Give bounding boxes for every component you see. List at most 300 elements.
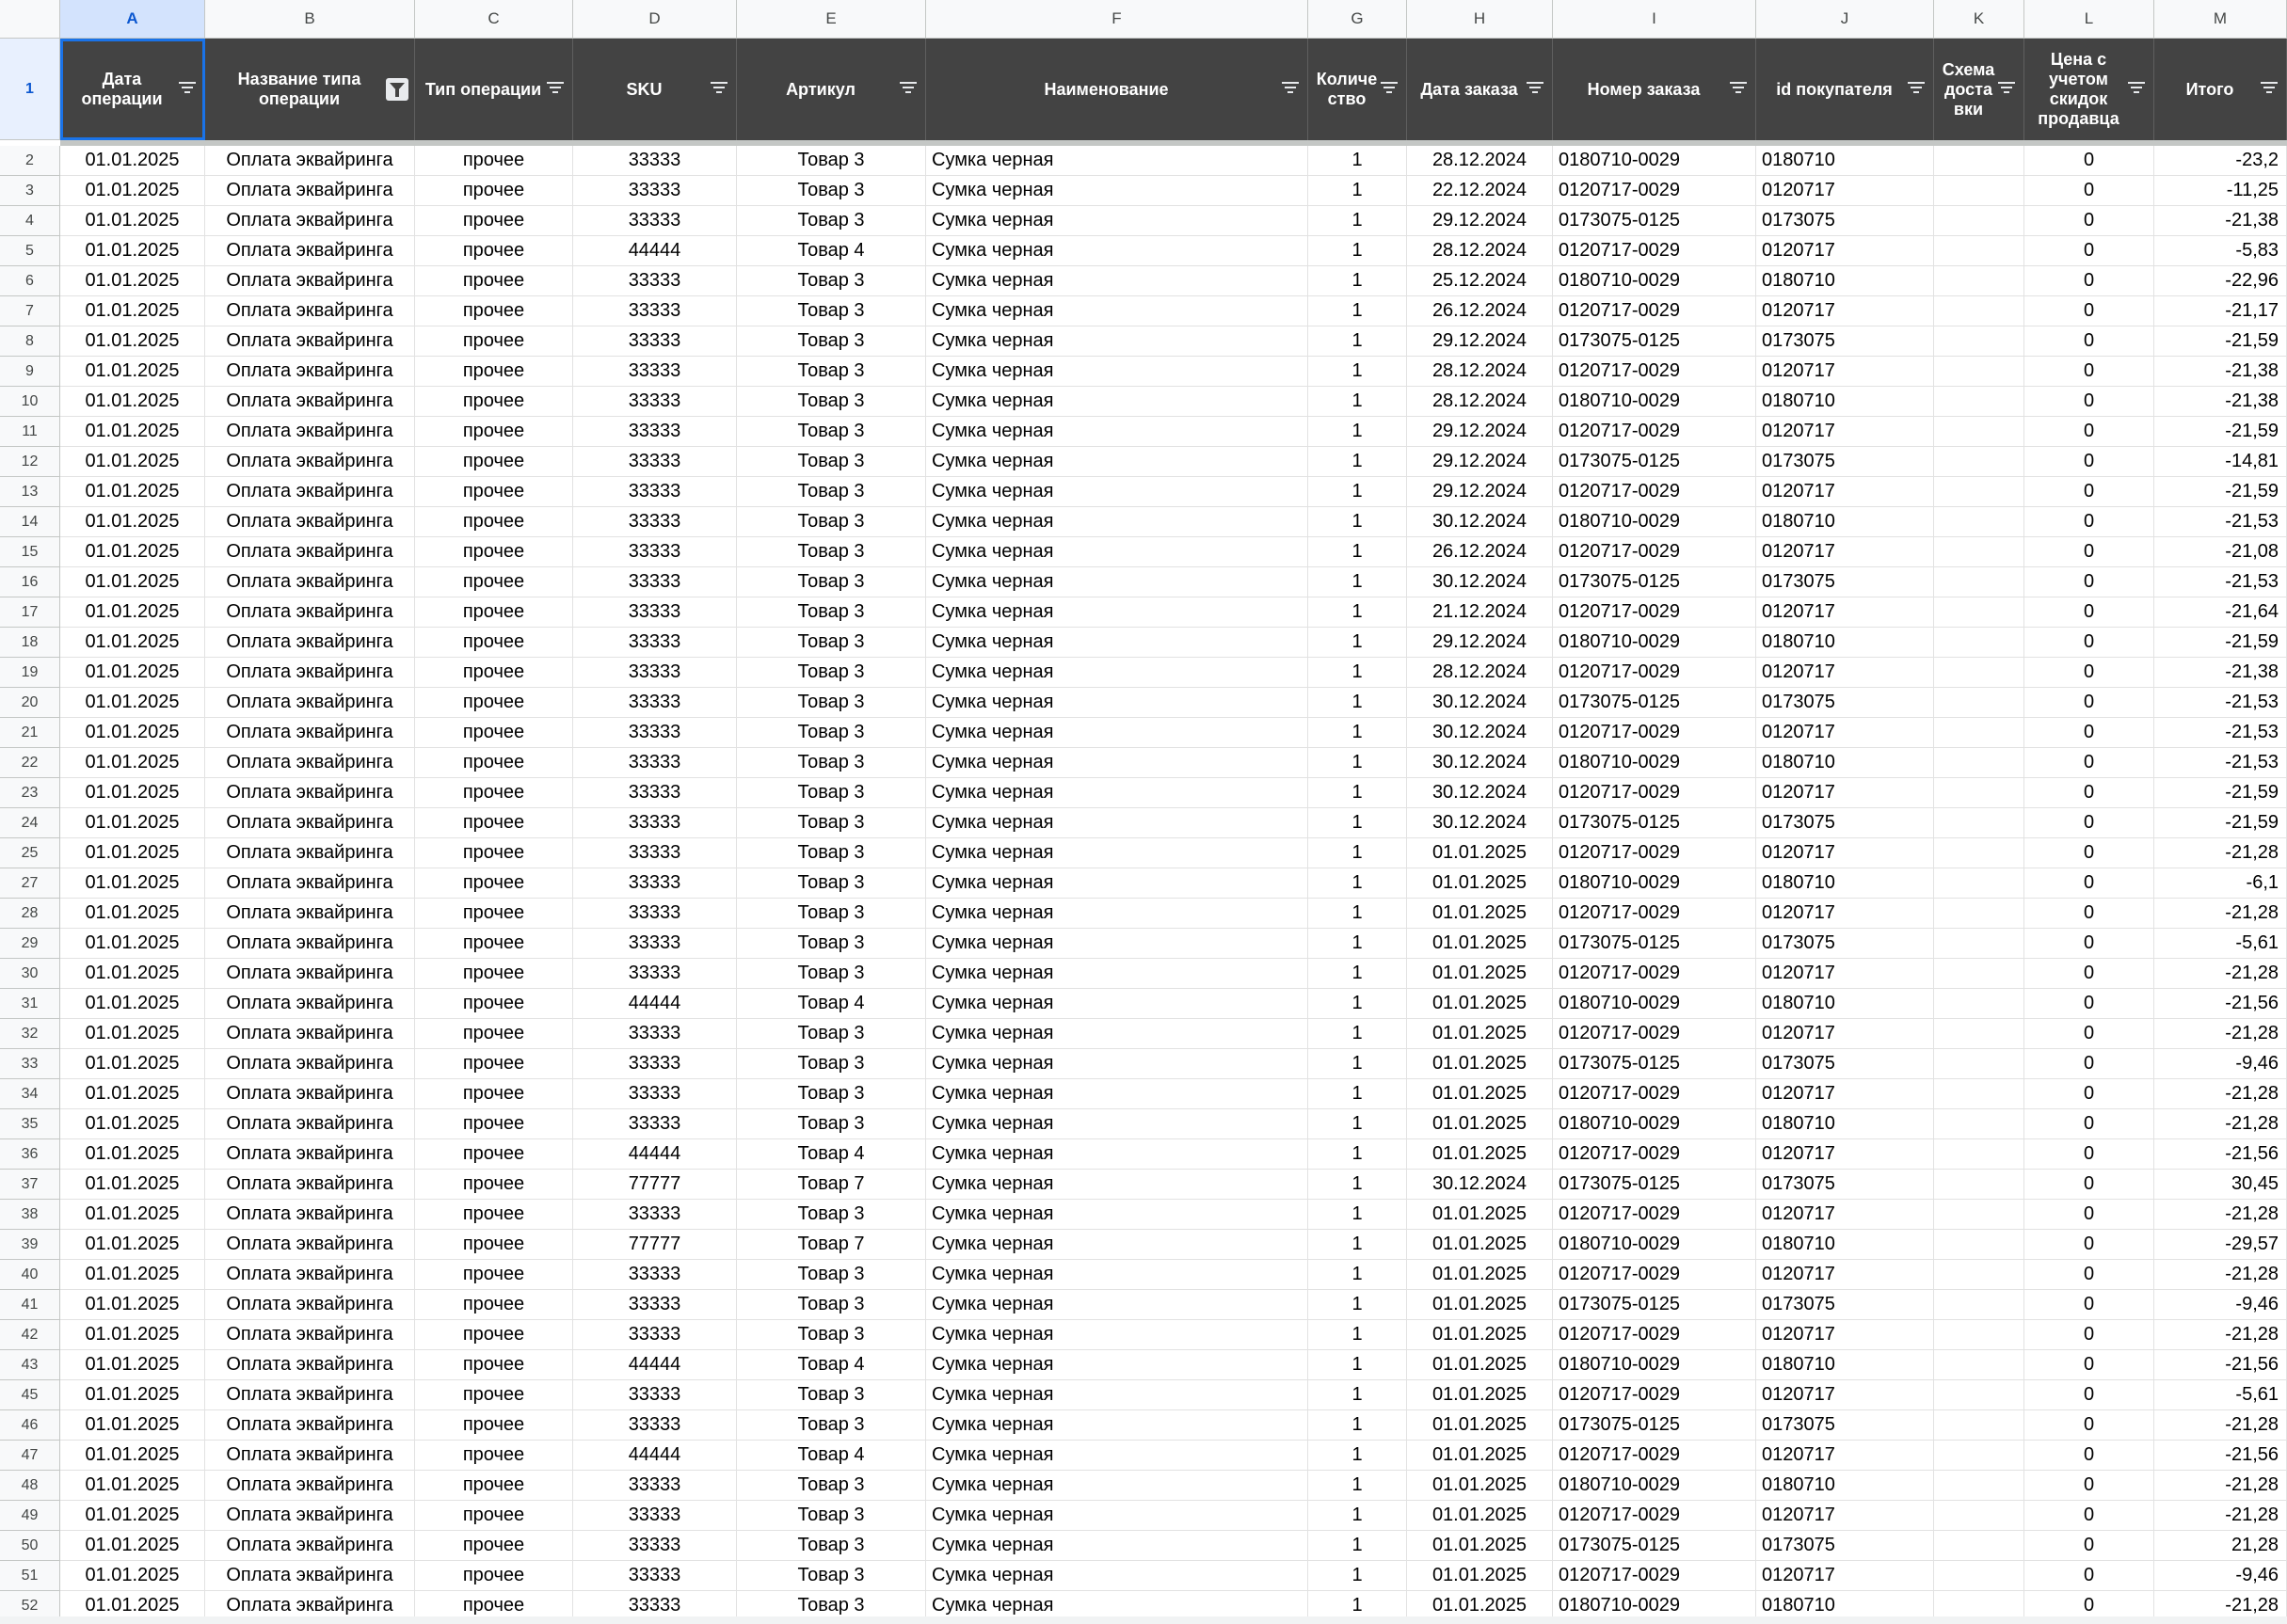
table-cell[interactable]: 0 [2024,176,2154,206]
table-cell[interactable]: Оплата эквайринга [205,357,415,387]
table-cell[interactable]: Оплата эквайринга [205,1139,415,1170]
column-header-b[interactable]: B [205,0,415,39]
table-cell[interactable]: 33333 [573,176,737,206]
table-cell[interactable] [1934,1260,2024,1290]
table-cell[interactable] [1934,507,2024,537]
table-cell[interactable]: -21,59 [2154,477,2287,507]
table-cell[interactable]: 30.12.2024 [1407,748,1553,778]
table-cell[interactable]: Сумка черная [926,477,1308,507]
table-cell[interactable]: -21,28 [2154,1109,2287,1139]
table-cell[interactable]: 0120717-0029 [1553,296,1756,326]
table-cell[interactable]: Товар 3 [737,146,926,176]
table-cell[interactable]: 01.01.2025 [60,1531,205,1561]
table-cell[interactable]: прочее [415,447,573,477]
table-cell[interactable]: Оплата эквайринга [205,1471,415,1501]
table-cell[interactable]: 30.12.2024 [1407,778,1553,808]
table-cell[interactable]: 0120717 [1756,658,1934,688]
table-cell[interactable]: 01.01.2025 [1407,1591,1553,1621]
table-cell[interactable]: Товар 3 [737,1561,926,1591]
table-cell[interactable]: 0 [2024,748,2154,778]
table-cell[interactable]: 26.12.2024 [1407,296,1553,326]
table-cell[interactable]: 0180710 [1756,1471,1934,1501]
table-cell[interactable]: 30.12.2024 [1407,718,1553,748]
table-cell[interactable]: -5,61 [2154,1380,2287,1410]
column-header-m[interactable]: M [2154,0,2287,39]
table-cell[interactable]: прочее [415,1531,573,1561]
table-cell[interactable]: Товар 3 [737,748,926,778]
table-cell[interactable]: 1 [1308,1019,1407,1049]
table-cell[interactable]: 01.01.2025 [1407,1230,1553,1260]
table-cell[interactable] [1934,628,2024,658]
table-cell[interactable]: 0120717 [1756,1079,1934,1109]
table-cell[interactable]: 0120717-0029 [1553,417,1756,447]
table-cell[interactable]: Товар 3 [737,597,926,628]
table-cell[interactable]: 0173075-0125 [1553,688,1756,718]
table-cell[interactable]: Товар 3 [737,808,926,838]
table-cell[interactable]: Оплата эквайринга [205,1441,415,1471]
table-cell[interactable]: Товар 3 [737,477,926,507]
table-cell[interactable]: 33333 [573,206,737,236]
table-cell[interactable]: Оплата эквайринга [205,1320,415,1350]
table-cell[interactable]: Оплата эквайринга [205,507,415,537]
table-cell[interactable]: Сумка черная [926,326,1308,357]
table-cell[interactable]: Товар 3 [737,899,926,929]
table-cell[interactable]: 0180710-0029 [1553,1350,1756,1380]
table-cell[interactable]: Товар 4 [737,1350,926,1380]
table-cell[interactable]: 33333 [573,628,737,658]
table-cell[interactable] [1934,808,2024,838]
table-cell[interactable]: 01.01.2025 [1407,1139,1553,1170]
table-cell[interactable]: Оплата эквайринга [205,929,415,959]
table-cell[interactable]: Сумка черная [926,417,1308,447]
table-cell[interactable]: 33333 [573,1471,737,1501]
table-cell[interactable]: 28.12.2024 [1407,658,1553,688]
table-cell[interactable]: Сумка черная [926,838,1308,868]
table-cell[interactable]: 0180710 [1756,868,1934,899]
table-cell[interactable]: Товар 3 [737,447,926,477]
table-cell[interactable] [1934,567,2024,597]
table-cell[interactable]: 0 [2024,146,2154,176]
table-cell[interactable]: Оплата эквайринга [205,417,415,447]
table-cell[interactable]: 0120717-0029 [1553,236,1756,266]
table-cell[interactable]: Сумка черная [926,1049,1308,1079]
table-cell[interactable]: Товар 3 [737,537,926,567]
table-cell[interactable]: 33333 [573,838,737,868]
filter-icon[interactable] [1381,82,1398,95]
table-cell[interactable]: прочее [415,236,573,266]
row-number[interactable]: 37 [0,1170,60,1200]
header-cell[interactable] [1407,39,1553,140]
table-cell[interactable]: Оплата эквайринга [205,1230,415,1260]
table-cell[interactable]: 0180710-0029 [1553,868,1756,899]
row-number[interactable]: 15 [0,537,60,567]
table-cell[interactable]: 21.12.2024 [1407,597,1553,628]
table-cell[interactable]: Оплата эквайринга [205,688,415,718]
filter-icon[interactable] [1998,82,2015,95]
table-cell[interactable]: 01.01.2025 [60,1380,205,1410]
table-cell[interactable]: 1 [1308,507,1407,537]
table-cell[interactable]: 1 [1308,628,1407,658]
table-cell[interactable]: -9,46 [2154,1290,2287,1320]
table-cell[interactable]: Оплата эквайринга [205,868,415,899]
table-cell[interactable]: Оплата эквайринга [205,658,415,688]
table-cell[interactable]: 0 [2024,1591,2154,1621]
table-cell[interactable]: 0173075 [1756,929,1934,959]
table-cell[interactable]: 0120717-0029 [1553,1200,1756,1230]
table-cell[interactable]: Оплата эквайринга [205,1109,415,1139]
table-cell[interactable]: 01.01.2025 [1407,1260,1553,1290]
table-cell[interactable]: -6,1 [2154,868,2287,899]
row-number[interactable]: 5 [0,236,60,266]
filter-icon[interactable] [1908,82,1925,95]
table-cell[interactable]: 01.01.2025 [60,1230,205,1260]
table-cell[interactable]: -21,28 [2154,1019,2287,1049]
table-cell[interactable] [1934,1471,2024,1501]
table-cell[interactable]: 01.01.2025 [60,718,205,748]
table-cell[interactable]: 0 [2024,417,2154,447]
table-cell[interactable]: Оплата эквайринга [205,1200,415,1230]
header-cell[interactable] [60,39,205,140]
table-cell[interactable]: Сумка черная [926,1200,1308,1230]
column-header-h[interactable]: H [1407,0,1553,39]
table-cell[interactable]: 33333 [573,688,737,718]
row-number[interactable]: 31 [0,989,60,1019]
table-cell[interactable]: прочее [415,387,573,417]
table-cell[interactable]: 01.01.2025 [60,1079,205,1109]
table-cell[interactable]: 01.01.2025 [60,1561,205,1591]
table-cell[interactable]: Оплата эквайринга [205,477,415,507]
table-cell[interactable]: Товар 3 [737,266,926,296]
table-cell[interactable]: -5,61 [2154,929,2287,959]
table-cell[interactable]: Товар 3 [737,296,926,326]
table-cell[interactable]: Сумка черная [926,266,1308,296]
row-number[interactable]: 46 [0,1410,60,1441]
table-cell[interactable]: 1 [1308,1260,1407,1290]
table-cell[interactable]: 01.01.2025 [60,688,205,718]
table-cell[interactable]: 0 [2024,1290,2154,1320]
table-cell[interactable]: -21,53 [2154,567,2287,597]
table-cell[interactable]: 01.01.2025 [60,1350,205,1380]
table-cell[interactable]: Оплата эквайринга [205,266,415,296]
table-cell[interactable]: -21,59 [2154,417,2287,447]
table-cell[interactable]: 01.01.2025 [1407,1410,1553,1441]
table-cell[interactable]: Товар 3 [737,1079,926,1109]
table-cell[interactable]: 33333 [573,868,737,899]
row-number[interactable]: 34 [0,1079,60,1109]
table-cell[interactable]: 0120717-0029 [1553,1441,1756,1471]
table-cell[interactable]: 0 [2024,1320,2154,1350]
filter-icon[interactable] [2261,82,2278,95]
table-cell[interactable]: 01.01.2025 [60,146,205,176]
table-cell[interactable]: Товар 3 [737,1200,926,1230]
table-cell[interactable] [1934,868,2024,899]
table-cell[interactable]: 0173075-0125 [1553,1170,1756,1200]
table-cell[interactable]: -21,28 [2154,838,2287,868]
header-cell[interactable] [1553,39,1756,140]
table-cell[interactable]: 01.01.2025 [60,899,205,929]
table-cell[interactable]: 0173075-0125 [1553,206,1756,236]
table-cell[interactable] [1934,1200,2024,1230]
table-cell[interactable]: прочее [415,206,573,236]
table-cell[interactable]: 0 [2024,1441,2154,1471]
table-cell[interactable]: 33333 [573,296,737,326]
table-cell[interactable] [1934,176,2024,206]
table-cell[interactable]: 0120717-0029 [1553,537,1756,567]
table-cell[interactable] [1934,296,2024,326]
table-cell[interactable]: прочее [415,597,573,628]
table-cell[interactable]: 01.01.2025 [1407,1109,1553,1139]
table-cell[interactable]: Сумка черная [926,899,1308,929]
table-cell[interactable]: 0120717 [1756,1320,1934,1350]
header-cell[interactable] [573,39,737,140]
table-cell[interactable]: 33333 [573,1109,737,1139]
table-cell[interactable]: 21,28 [2154,1531,2287,1561]
table-cell[interactable]: Сумка черная [926,597,1308,628]
table-cell[interactable]: 0120717 [1756,1561,1934,1591]
table-cell[interactable]: Оплата эквайринга [205,1170,415,1200]
table-cell[interactable]: 01.01.2025 [60,477,205,507]
row-number[interactable]: 13 [0,477,60,507]
table-cell[interactable]: 0180710-0029 [1553,628,1756,658]
table-cell[interactable]: 1 [1308,266,1407,296]
table-cell[interactable]: прочее [415,688,573,718]
table-cell[interactable]: -21,59 [2154,326,2287,357]
table-cell[interactable]: 1 [1308,176,1407,206]
table-cell[interactable]: Оплата эквайринга [205,1290,415,1320]
row-number[interactable]: 1 [0,39,60,140]
table-cell[interactable]: прочее [415,1019,573,1049]
table-cell[interactable]: 0180710 [1756,1230,1934,1260]
table-cell[interactable]: 01.01.2025 [60,236,205,266]
table-cell[interactable]: 0173075 [1756,1170,1934,1200]
table-cell[interactable]: 01.01.2025 [1407,929,1553,959]
table-cell[interactable]: Оплата эквайринга [205,1019,415,1049]
table-cell[interactable]: Сумка черная [926,989,1308,1019]
table-cell[interactable]: 01.01.2025 [1407,1561,1553,1591]
table-cell[interactable]: 33333 [573,1531,737,1561]
table-cell[interactable]: 33333 [573,778,737,808]
table-cell[interactable]: 0120717 [1756,477,1934,507]
filter-active-icon[interactable] [386,78,408,101]
table-cell[interactable]: 0 [2024,1109,2154,1139]
table-cell[interactable]: Сумка черная [926,1170,1308,1200]
table-cell[interactable]: 33333 [573,447,737,477]
table-cell[interactable] [1934,1561,2024,1591]
table-cell[interactable]: 01.01.2025 [60,929,205,959]
row-number[interactable]: 3 [0,176,60,206]
table-cell[interactable]: Оплата эквайринга [205,808,415,838]
table-cell[interactable] [1934,387,2024,417]
table-cell[interactable]: 0 [2024,838,2154,868]
row-number[interactable]: 38 [0,1200,60,1230]
row-number[interactable]: 12 [0,447,60,477]
table-cell[interactable]: 01.01.2025 [60,1019,205,1049]
table-cell[interactable]: Товар 3 [737,1380,926,1410]
column-header-i[interactable]: I [1553,0,1756,39]
table-cell[interactable]: 0 [2024,1410,2154,1441]
table-cell[interactable]: 33333 [573,146,737,176]
table-cell[interactable]: 0173075-0125 [1553,1290,1756,1320]
table-cell[interactable]: Оплата эквайринга [205,1079,415,1109]
horizontal-scrollbar[interactable] [0,1616,2287,1624]
table-cell[interactable]: 33333 [573,597,737,628]
table-cell[interactable]: -21,38 [2154,658,2287,688]
table-cell[interactable] [1934,1350,2024,1380]
table-cell[interactable]: 1 [1308,868,1407,899]
table-cell[interactable]: 1 [1308,1170,1407,1200]
table-cell[interactable]: прочее [415,296,573,326]
table-cell[interactable]: Товар 3 [737,206,926,236]
table-cell[interactable]: Сумка черная [926,1139,1308,1170]
table-cell[interactable]: 1 [1308,1501,1407,1531]
table-cell[interactable]: Оплата эквайринга [205,959,415,989]
table-cell[interactable]: Товар 3 [737,959,926,989]
table-cell[interactable]: Товар 3 [737,1531,926,1561]
table-cell[interactable]: прочее [415,146,573,176]
table-cell[interactable]: 01.01.2025 [60,1471,205,1501]
table-cell[interactable]: 0120717-0029 [1553,1260,1756,1290]
table-cell[interactable]: 0120717 [1756,1441,1934,1471]
table-cell[interactable] [1934,688,2024,718]
table-cell[interactable]: 33333 [573,1290,737,1320]
table-cell[interactable]: 01.01.2025 [60,1260,205,1290]
table-cell[interactable]: 0180710 [1756,1109,1934,1139]
table-cell[interactable]: Оплата эквайринга [205,326,415,357]
table-cell[interactable] [1934,929,2024,959]
table-cell[interactable]: 0 [2024,778,2154,808]
table-cell[interactable]: 0120717-0029 [1553,899,1756,929]
table-cell[interactable] [1934,477,2024,507]
table-cell[interactable]: 01.01.2025 [1407,1441,1553,1471]
table-cell[interactable]: 30.12.2024 [1407,808,1553,838]
table-cell[interactable]: 0 [2024,1139,2154,1170]
row-number[interactable]: 50 [0,1531,60,1561]
table-cell[interactable]: прочее [415,1170,573,1200]
table-cell[interactable]: -22,96 [2154,266,2287,296]
header-cell[interactable] [737,39,926,140]
row-number[interactable]: 4 [0,206,60,236]
table-cell[interactable]: Товар 3 [737,1320,926,1350]
table-cell[interactable]: 0120717 [1756,1200,1934,1230]
table-cell[interactable]: прочее [415,417,573,447]
table-cell[interactable]: 1 [1308,387,1407,417]
table-cell[interactable]: 01.01.2025 [60,176,205,206]
row-number[interactable]: 20 [0,688,60,718]
table-cell[interactable]: 01.01.2025 [60,417,205,447]
table-cell[interactable]: 1 [1308,417,1407,447]
table-cell[interactable]: Товар 3 [737,357,926,387]
table-cell[interactable]: 01.01.2025 [1407,1501,1553,1531]
table-cell[interactable]: 0173075 [1756,1290,1934,1320]
table-cell[interactable]: 1 [1308,1350,1407,1380]
table-cell[interactable]: 33333 [573,748,737,778]
table-cell[interactable]: 1 [1308,1079,1407,1109]
column-header-g[interactable]: G [1308,0,1407,39]
table-cell[interactable]: прочее [415,1320,573,1350]
table-cell[interactable]: 1 [1308,1441,1407,1471]
table-cell[interactable]: прочее [415,808,573,838]
table-cell[interactable]: 44444 [573,1441,737,1471]
row-number[interactable]: 33 [0,1049,60,1079]
table-cell[interactable]: 1 [1308,1049,1407,1079]
table-cell[interactable]: 1 [1308,537,1407,567]
table-cell[interactable]: прочее [415,326,573,357]
table-cell[interactable] [1934,1501,2024,1531]
table-cell[interactable]: 0 [2024,688,2154,718]
column-header-l[interactable]: L [2024,0,2154,39]
table-cell[interactable] [1934,1531,2024,1561]
row-number[interactable]: 30 [0,959,60,989]
table-cell[interactable]: Товар 3 [737,1019,926,1049]
row-number[interactable]: 19 [0,658,60,688]
table-cell[interactable]: 0120717-0029 [1553,1380,1756,1410]
table-cell[interactable]: Оплата эквайринга [205,1260,415,1290]
table-cell[interactable]: Сумка черная [926,658,1308,688]
table-cell[interactable]: прочее [415,1561,573,1591]
table-cell[interactable]: 0120717 [1756,838,1934,868]
table-cell[interactable]: Оплата эквайринга [205,1531,415,1561]
table-cell[interactable]: 29.12.2024 [1407,447,1553,477]
table-cell[interactable]: 0120717-0029 [1553,718,1756,748]
table-cell[interactable]: 0 [2024,296,2154,326]
table-cell[interactable]: прочее [415,1501,573,1531]
table-cell[interactable]: 0120717-0029 [1553,477,1756,507]
column-header-f[interactable]: F [926,0,1308,39]
table-cell[interactable]: 01.01.2025 [60,1170,205,1200]
table-cell[interactable]: 1 [1308,899,1407,929]
table-cell[interactable]: 0173075 [1756,688,1934,718]
table-cell[interactable]: Оплата эквайринга [205,899,415,929]
table-cell[interactable]: 01.01.2025 [1407,1049,1553,1079]
table-cell[interactable]: 0120717 [1756,899,1934,929]
table-cell[interactable]: 01.01.2025 [60,838,205,868]
table-cell[interactable]: Сумка черная [926,1471,1308,1501]
table-cell[interactable]: 1 [1308,1320,1407,1350]
table-cell[interactable]: Товар 3 [737,628,926,658]
table-cell[interactable] [1934,1441,2024,1471]
table-cell[interactable]: Товар 3 [737,567,926,597]
table-cell[interactable]: 33333 [573,1501,737,1531]
row-number[interactable]: 51 [0,1561,60,1591]
table-cell[interactable]: прочее [415,477,573,507]
table-cell[interactable]: 1 [1308,477,1407,507]
table-cell[interactable]: 1 [1308,1200,1407,1230]
table-cell[interactable]: Сумка черная [926,1591,1308,1621]
table-cell[interactable]: 01.01.2025 [60,628,205,658]
row-number[interactable]: 21 [0,718,60,748]
table-cell[interactable]: 0120717-0029 [1553,597,1756,628]
table-cell[interactable]: 0120717 [1756,718,1934,748]
table-cell[interactable]: прочее [415,537,573,567]
table-cell[interactable]: 1 [1308,1531,1407,1561]
table-cell[interactable]: Сумка черная [926,1441,1308,1471]
table-cell[interactable]: 0120717-0029 [1553,1320,1756,1350]
table-cell[interactable] [1934,1320,2024,1350]
table-cell[interactable] [1934,959,2024,989]
table-cell[interactable]: 0173075-0125 [1553,447,1756,477]
table-cell[interactable]: Товар 3 [737,1410,926,1441]
table-cell[interactable]: 0 [2024,1200,2154,1230]
table-cell[interactable]: -21,28 [2154,1471,2287,1501]
table-cell[interactable]: 0 [2024,1501,2154,1531]
table-cell[interactable]: -21,38 [2154,357,2287,387]
table-cell[interactable]: 0 [2024,387,2154,417]
table-cell[interactable]: 01.01.2025 [1407,1290,1553,1320]
table-cell[interactable]: -21,53 [2154,507,2287,537]
table-cell[interactable]: 1 [1308,778,1407,808]
table-cell[interactable] [1934,326,2024,357]
table-cell[interactable]: прочее [415,1079,573,1109]
